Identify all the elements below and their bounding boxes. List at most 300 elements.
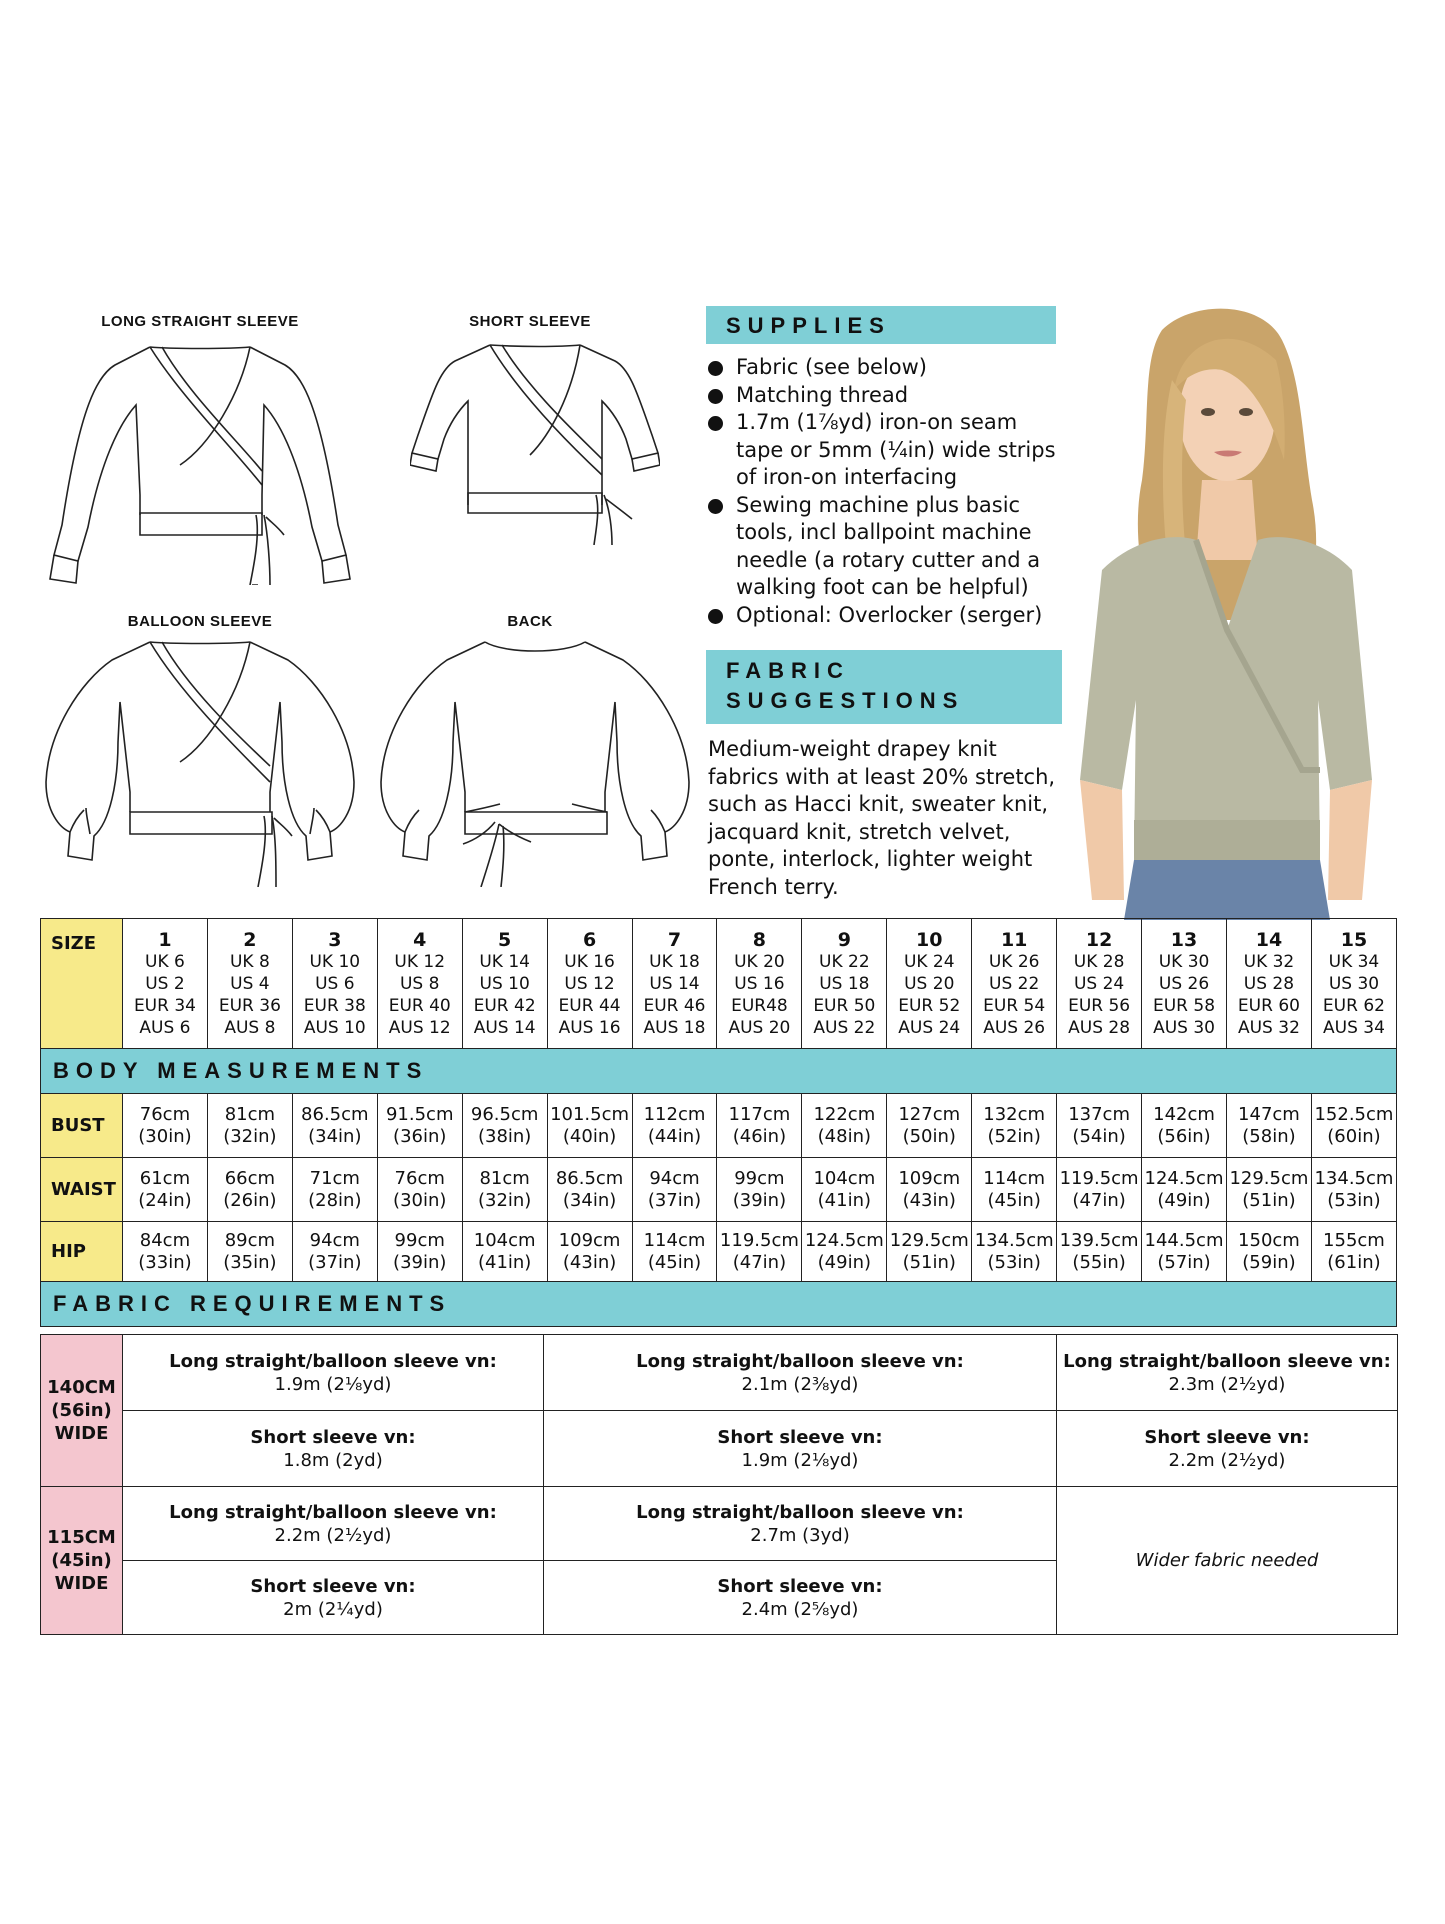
size-number: 4 — [413, 928, 427, 951]
size-eur: EUR48 — [731, 995, 788, 1016]
requirement-cell — [123, 1561, 544, 1635]
body-measurements-header — [41, 1049, 1397, 1094]
in-value: (49in) — [1157, 1189, 1211, 1211]
cm-value: 152.5cm — [1314, 1103, 1394, 1125]
supplies-item: Fabric (see below) — [708, 354, 1058, 382]
fabric-suggestions-title-line1: FABRIC — [726, 658, 850, 683]
waist-cell — [1311, 1158, 1396, 1222]
cm-value: 134.5cm — [974, 1229, 1054, 1251]
waist-cell — [717, 1158, 802, 1222]
bust-cell — [123, 1094, 208, 1158]
cm-value: 104cm — [473, 1229, 536, 1251]
supplies-header — [706, 306, 1056, 344]
size-cell — [802, 919, 887, 1049]
size-uk: UK 6 — [145, 951, 185, 972]
in-value: (36in) — [393, 1125, 447, 1147]
cm-value: 89cm — [224, 1229, 276, 1251]
bust-cell — [887, 1094, 972, 1158]
requirement-label: Short sleeve vn: — [250, 1575, 416, 1597]
in-value: (35in) — [223, 1251, 277, 1273]
size-uk: UK 18 — [649, 951, 700, 972]
size-us: US 28 — [1243, 973, 1295, 994]
hip-row — [41, 1222, 1397, 1282]
cm-value: 94cm — [649, 1167, 700, 1189]
size-number: 9 — [837, 928, 851, 951]
in-value: (34in) — [562, 1189, 617, 1211]
in-value: (45in) — [987, 1189, 1041, 1211]
size-aus: AUS 32 — [1237, 1017, 1300, 1038]
in-value: (41in) — [817, 1189, 872, 1211]
bust-cell — [1142, 1094, 1227, 1158]
size-eur: EUR 52 — [898, 995, 961, 1016]
size-aus: AUS 8 — [224, 1017, 276, 1038]
bust-row — [41, 1094, 1397, 1158]
requirement-cell — [123, 1411, 544, 1487]
size-aus: AUS 16 — [558, 1017, 621, 1038]
sketch-label-long-straight-sleeve: LONG STRAIGHT SLEEVE — [101, 313, 299, 330]
requirement-value: 2.2m (2½yd) — [274, 1524, 392, 1546]
w115-long-row — [41, 1487, 1398, 1561]
size-number: 13 — [1170, 928, 1198, 951]
sketch-long-straight-sleeve — [40, 335, 360, 585]
in-value: (58in) — [1242, 1125, 1296, 1147]
requirement-cell — [544, 1411, 1057, 1487]
bust-cell — [632, 1094, 717, 1158]
bust-cell — [547, 1094, 632, 1158]
fabric-requirements-table — [40, 1334, 1398, 1635]
size-aus: AUS 6 — [139, 1017, 191, 1038]
size-cell — [972, 919, 1057, 1049]
size-cell — [1226, 919, 1311, 1049]
requirement-cell — [123, 1487, 544, 1561]
hip-cell — [1226, 1222, 1311, 1282]
cm-value: 86.5cm — [301, 1103, 369, 1125]
requirement-value: 1.9m (2⅛yd) — [274, 1373, 392, 1395]
sketch-label-back: BACK — [507, 613, 553, 630]
cm-value: 109cm — [558, 1229, 621, 1251]
requirement-value: 2m (2¼yd) — [283, 1598, 383, 1620]
size-number: 11 — [1000, 928, 1028, 951]
in-value: (32in) — [223, 1125, 277, 1147]
fabric-requirements-title: FABRIC REQUIREMENTS — [53, 1291, 452, 1316]
cm-value: 76cm — [394, 1167, 445, 1189]
in-value: (48in) — [817, 1125, 872, 1147]
size-number: 6 — [582, 928, 597, 951]
w140-label-line: 140CM — [47, 1377, 116, 1398]
in-value: (53in) — [987, 1251, 1041, 1273]
size-cell — [207, 919, 292, 1049]
size-cell — [547, 919, 632, 1049]
cm-value: 109cm — [898, 1167, 961, 1189]
w140-long-row — [41, 1335, 1398, 1411]
size-cell — [462, 919, 547, 1049]
hip-cell — [377, 1222, 462, 1282]
size-eur: EUR 36 — [218, 995, 281, 1016]
waist-cell — [1057, 1158, 1142, 1222]
size-eur: EUR 42 — [473, 995, 536, 1016]
in-value: (51in) — [1242, 1189, 1296, 1211]
waist-cell — [802, 1158, 887, 1222]
cm-value: 99cm — [734, 1167, 785, 1189]
cm-value: 84cm — [139, 1229, 191, 1251]
size-eur: EUR 50 — [813, 995, 876, 1016]
size-cell — [717, 919, 802, 1049]
requirement-label: Long straight/balloon sleeve vn: — [636, 1350, 964, 1372]
cm-value: 137cm — [1068, 1103, 1130, 1125]
waist-cell — [292, 1158, 377, 1222]
in-value: (55in) — [1072, 1251, 1126, 1273]
in-value: (60in) — [1327, 1125, 1381, 1147]
in-value: (43in) — [902, 1189, 956, 1211]
waist-cell — [1142, 1158, 1227, 1222]
requirement-label: Long straight/balloon sleeve vn: — [1063, 1350, 1391, 1372]
in-value: (57in) — [1157, 1251, 1211, 1273]
size-us: US 20 — [904, 973, 955, 994]
size-us: US 8 — [399, 973, 440, 994]
w140-short-row — [41, 1411, 1398, 1487]
hip-cell — [887, 1222, 972, 1282]
cm-value: 127cm — [898, 1103, 961, 1125]
cm-value: 124.5cm — [804, 1229, 884, 1251]
in-value: (47in) — [1072, 1189, 1126, 1211]
requirement-cell — [1057, 1411, 1398, 1487]
cm-value: 96.5cm — [470, 1103, 539, 1125]
in-value: (34in) — [308, 1125, 362, 1147]
hip-cell — [207, 1222, 292, 1282]
sketch-back — [375, 632, 695, 887]
bust-cell — [207, 1094, 292, 1158]
bust-cell — [717, 1094, 802, 1158]
supplies-item: Matching thread — [708, 382, 1058, 410]
size-eur: EUR 54 — [983, 995, 1046, 1016]
size-aus: AUS 14 — [473, 1017, 536, 1038]
size-row-label: SIZE — [41, 919, 123, 1049]
cm-value: 129.5cm — [1229, 1167, 1309, 1189]
cm-value: 122cm — [813, 1103, 876, 1125]
sketch-balloon-sleeve — [40, 632, 360, 887]
bust-cell — [1226, 1094, 1311, 1158]
in-value: (37in) — [647, 1189, 702, 1211]
w115-label-line: WIDE — [54, 1573, 109, 1594]
waist-row — [41, 1158, 1397, 1222]
requirement-cell — [123, 1335, 544, 1411]
cm-value: 129.5cm — [889, 1229, 969, 1251]
fabric-suggestions-text: Medium-weight drapey knit fabrics with at least 20% stretch, such as Hacci knit, sweater knit, jacquard knit, stretch velvet, ponte, interlock, lighter weight French terry. — [708, 737, 1056, 899]
requirement-value: 1.8m (2yd) — [283, 1449, 383, 1471]
size-number: 3 — [328, 928, 342, 951]
bust-cell — [802, 1094, 887, 1158]
requirement-label: Short sleeve vn: — [717, 1426, 883, 1448]
size-uk: UK 12 — [394, 951, 446, 972]
cm-value: 71cm — [309, 1167, 360, 1189]
requirement-cell — [544, 1487, 1057, 1561]
cm-value: 147cm — [1238, 1103, 1300, 1125]
in-value: (46in) — [732, 1125, 787, 1147]
size-aus: AUS 22 — [813, 1017, 876, 1038]
bust-cell — [972, 1094, 1057, 1158]
requirement-value: 2.7m (3yd) — [750, 1524, 850, 1546]
size-aus: AUS 18 — [643, 1017, 706, 1038]
cm-value: 144.5cm — [1144, 1229, 1224, 1251]
bust-cell — [292, 1094, 377, 1158]
size-uk: UK 14 — [479, 951, 530, 972]
size-eur: EUR 40 — [388, 995, 451, 1016]
size-us: US 2 — [145, 973, 185, 994]
cm-value: 112cm — [643, 1103, 706, 1125]
cm-value: 101.5cm — [550, 1103, 630, 1125]
size-number: 8 — [752, 928, 767, 951]
requirement-label: Long straight/balloon sleeve vn: — [169, 1350, 497, 1372]
supplies-item: Optional: Overlocker (serger) — [708, 602, 1058, 630]
size-us: US 18 — [819, 973, 870, 994]
hip-cell — [1142, 1222, 1227, 1282]
requirement-cell — [1057, 1335, 1398, 1411]
cm-value: 76cm — [139, 1103, 191, 1125]
in-value: (24in) — [138, 1189, 192, 1211]
in-value: (39in) — [732, 1189, 787, 1211]
in-value: (30in) — [393, 1189, 447, 1211]
cm-value: 119.5cm — [1059, 1167, 1139, 1189]
size-number: 15 — [1340, 928, 1368, 951]
hip-cell — [802, 1222, 887, 1282]
in-value: (44in) — [647, 1125, 702, 1147]
requirement-label: Long straight/balloon sleeve vn: — [169, 1501, 497, 1523]
size-us: US 10 — [479, 973, 530, 994]
cm-value: 114cm — [643, 1229, 706, 1251]
in-value: (30in) — [138, 1125, 192, 1147]
requirement-label: Short sleeve vn: — [250, 1426, 416, 1448]
supplies-list — [708, 354, 1058, 629]
supplies-item: 1.7m (1⅞yd) iron-on seam tape or 5mm (¼in) wide strips of iron-on interfacing — [708, 409, 1058, 492]
waist-cell — [632, 1158, 717, 1222]
cm-value: 104cm — [813, 1167, 876, 1189]
hip-label: HIP — [41, 1222, 123, 1282]
size-cell — [292, 919, 377, 1049]
cm-value: 139.5cm — [1059, 1229, 1139, 1251]
wider-fabric-note: Wider fabric needed — [1057, 1487, 1398, 1635]
cm-value: 91.5cm — [385, 1103, 454, 1125]
cm-value: 86.5cm — [555, 1167, 624, 1189]
in-value: (37in) — [308, 1251, 362, 1273]
size-uk: UK 8 — [229, 951, 270, 972]
size-us: US 6 — [315, 973, 355, 994]
requirement-value: 2.4m (2⅝yd) — [741, 1598, 859, 1620]
sketch-short-sleeve — [410, 335, 660, 545]
supplies-title: SUPPLIES — [726, 313, 891, 338]
body-measurements-title: BODY MEASUREMENTS — [53, 1058, 429, 1083]
waist-cell — [972, 1158, 1057, 1222]
size-us: US 14 — [649, 973, 700, 994]
in-value: (53in) — [1327, 1189, 1381, 1211]
w140-label-line: WIDE — [54, 1423, 109, 1444]
waist-cell — [887, 1158, 972, 1222]
size-number: 7 — [667, 928, 682, 951]
size-uk: UK 30 — [1158, 951, 1210, 972]
size-aus: AUS 30 — [1153, 1017, 1215, 1038]
size-cell — [377, 919, 462, 1049]
bust-label: BUST — [41, 1094, 123, 1158]
waist-cell — [547, 1158, 632, 1222]
size-eur: EUR 46 — [643, 995, 706, 1016]
in-value: (26in) — [223, 1189, 277, 1211]
requirement-value: 2.1m (2⅜yd) — [741, 1373, 859, 1395]
size-us: US 30 — [1328, 973, 1380, 994]
in-value: (32in) — [477, 1189, 532, 1211]
size-aus: AUS 28 — [1068, 1017, 1131, 1038]
size-number: 10 — [916, 928, 943, 951]
sketch-label-balloon-sleeve: BALLOON SLEEVE — [127, 613, 273, 630]
size-uk: UK 16 — [564, 951, 615, 972]
w115-label-line: (45in) — [51, 1550, 112, 1571]
size-aus: AUS 20 — [728, 1017, 791, 1038]
waist-label: WAIST — [41, 1158, 123, 1222]
in-value: (56in) — [1157, 1125, 1211, 1147]
bust-cell — [377, 1094, 462, 1158]
requirement-value: 1.9m (2⅛yd) — [741, 1449, 859, 1471]
hip-cell — [972, 1222, 1057, 1282]
requirement-cell — [544, 1335, 1057, 1411]
supplies-item: Sewing machine plus basic tools, incl ballpoint machine needle (a rotary cutter and a walking foot can be helpful) — [708, 492, 1058, 602]
waist-cell — [123, 1158, 208, 1222]
in-value: (28in) — [308, 1189, 362, 1211]
bust-cell — [1057, 1094, 1142, 1158]
requirement-cell — [544, 1561, 1057, 1635]
cm-value: 142cm — [1153, 1103, 1215, 1125]
bust-cell — [1311, 1094, 1396, 1158]
size-cell — [1142, 919, 1227, 1049]
size-us: US 26 — [1158, 973, 1210, 994]
cm-value: 134.5cm — [1314, 1167, 1394, 1189]
in-value: (38in) — [477, 1125, 532, 1147]
requirement-value: 2.3m (2½yd) — [1168, 1373, 1286, 1395]
size-eur: EUR 62 — [1322, 995, 1385, 1016]
size-row — [41, 919, 1397, 1049]
cm-value: 117cm — [728, 1103, 791, 1125]
cm-value: 66cm — [224, 1167, 276, 1189]
w140-label — [41, 1335, 123, 1487]
in-value: (54in) — [1072, 1125, 1126, 1147]
w140-label-line: (56in) — [51, 1400, 112, 1421]
fabric-requirements-header — [41, 1282, 1397, 1327]
waist-cell — [207, 1158, 292, 1222]
size-us: US 16 — [734, 973, 785, 994]
size-cell — [123, 919, 208, 1049]
size-cell — [1057, 919, 1142, 1049]
in-value: (61in) — [1327, 1251, 1381, 1273]
in-value: (40in) — [562, 1125, 617, 1147]
size-us: US 4 — [230, 973, 270, 994]
size-uk: UK 26 — [988, 951, 1040, 972]
requirement-label: Short sleeve vn: — [1144, 1426, 1310, 1448]
size-uk: UK 28 — [1073, 951, 1125, 972]
cm-value: 132cm — [983, 1103, 1046, 1125]
size-number: 14 — [1255, 928, 1283, 951]
requirement-label: Short sleeve vn: — [717, 1575, 883, 1597]
size-aus: AUS 24 — [898, 1017, 961, 1038]
size-cell — [632, 919, 717, 1049]
size-aus: AUS 12 — [388, 1017, 451, 1038]
in-value: (51in) — [902, 1251, 956, 1273]
in-value: (41in) — [477, 1251, 532, 1273]
bust-cell — [462, 1094, 547, 1158]
size-us: US 12 — [564, 973, 615, 994]
hip-cell — [1311, 1222, 1396, 1282]
in-value: (43in) — [562, 1251, 617, 1273]
size-eur: EUR 56 — [1068, 995, 1131, 1016]
cm-value: 61cm — [139, 1167, 191, 1189]
w115-label-line: 115CM — [47, 1527, 116, 1548]
size-chart-table — [40, 918, 1397, 1327]
fabric-suggestions-header — [706, 650, 1064, 724]
cm-value: 114cm — [983, 1167, 1046, 1189]
size-us: US 24 — [1073, 973, 1125, 994]
w115-label — [41, 1487, 123, 1635]
waist-cell — [1226, 1158, 1311, 1222]
in-value: (39in) — [393, 1251, 447, 1273]
hip-cell — [717, 1222, 802, 1282]
in-value: (52in) — [987, 1125, 1041, 1147]
size-cell — [887, 919, 972, 1049]
size-number: 2 — [243, 928, 257, 951]
cm-value: 150cm — [1238, 1229, 1300, 1251]
cm-value: 94cm — [309, 1229, 360, 1251]
size-number: 12 — [1085, 928, 1113, 951]
requirement-value: 2.2m (2½yd) — [1168, 1449, 1286, 1471]
waist-cell — [462, 1158, 547, 1222]
size-number: 5 — [498, 928, 512, 951]
sketch-label-short-sleeve: SHORT SLEEVE — [469, 313, 591, 330]
size-eur: EUR 58 — [1153, 995, 1216, 1016]
waist-cell — [377, 1158, 462, 1222]
size-uk: UK 22 — [819, 951, 870, 972]
size-number: 1 — [158, 928, 172, 951]
model-photo — [1062, 300, 1382, 920]
size-eur: EUR 34 — [133, 995, 196, 1016]
requirement-label: Long straight/balloon sleeve vn: — [636, 1501, 964, 1523]
in-value: (50in) — [902, 1125, 956, 1147]
cm-value: 119.5cm — [719, 1229, 799, 1251]
size-aus: AUS 10 — [303, 1017, 366, 1038]
size-aus: AUS 34 — [1323, 1017, 1385, 1038]
size-uk: UK 32 — [1243, 951, 1295, 972]
size-uk: UK 20 — [734, 951, 785, 972]
hip-cell — [547, 1222, 632, 1282]
size-us: US 22 — [989, 973, 1040, 994]
size-uk: UK 10 — [309, 951, 361, 972]
in-value: (47in) — [732, 1251, 787, 1273]
hip-cell — [632, 1222, 717, 1282]
hip-cell — [123, 1222, 208, 1282]
in-value: (49in) — [817, 1251, 872, 1273]
size-uk: UK 34 — [1328, 951, 1380, 972]
cm-value: 81cm — [224, 1103, 276, 1125]
hip-cell — [292, 1222, 377, 1282]
hip-cell — [1057, 1222, 1142, 1282]
size-eur: EUR 60 — [1237, 995, 1300, 1016]
fabric-suggestions-title-line2: SUGGESTIONS — [726, 688, 965, 713]
cm-value: 99cm — [394, 1229, 445, 1251]
cm-value: 81cm — [479, 1167, 530, 1189]
in-value: (33in) — [138, 1251, 192, 1273]
size-uk: UK 24 — [903, 951, 955, 972]
in-value: (59in) — [1242, 1251, 1296, 1273]
cm-value: 155cm — [1323, 1229, 1385, 1251]
size-eur: EUR 44 — [558, 995, 621, 1016]
in-value: (45in) — [647, 1251, 702, 1273]
cm-value: 124.5cm — [1144, 1167, 1224, 1189]
size-eur: EUR 38 — [303, 995, 366, 1016]
size-aus: AUS 26 — [983, 1017, 1046, 1038]
